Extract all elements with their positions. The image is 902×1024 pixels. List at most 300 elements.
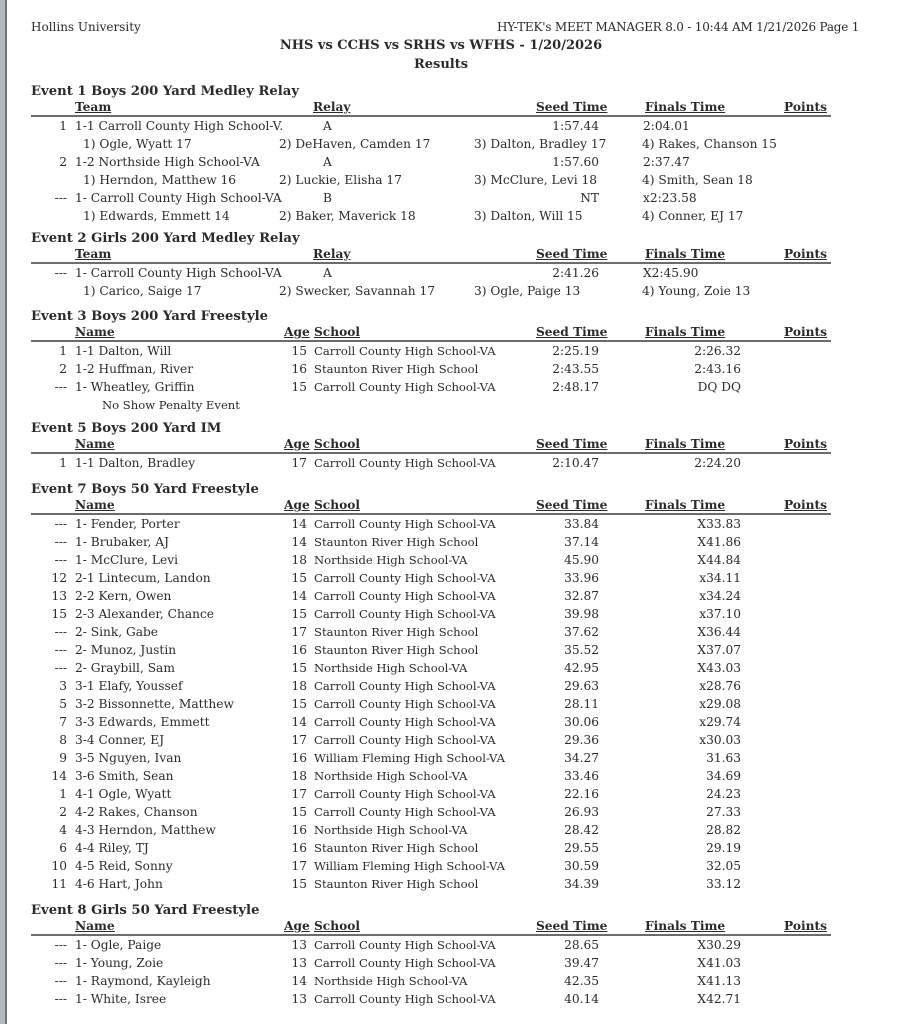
seed-time: 30.59: [564, 859, 599, 873]
swimmer-name: 4-4 Riley, TJ: [75, 841, 149, 855]
school-name: Carroll County High School-VA: [314, 938, 496, 952]
finals-time: X33.83: [697, 517, 741, 531]
finals-time: 2:24.20: [694, 456, 741, 470]
column-header-age: Age: [284, 325, 310, 339]
swimmer-age: 17: [291, 625, 307, 639]
swimmer-age: 14: [291, 715, 307, 729]
finals-time: X41.86: [697, 535, 741, 549]
place: ---: [54, 535, 67, 549]
school-name: Staunton River High School: [314, 625, 479, 639]
column-header-school: School: [314, 498, 360, 512]
column-header-row: [31, 100, 831, 117]
finals-time: X2:45.90: [643, 266, 699, 280]
place: ---: [54, 266, 67, 280]
seed-time: 32.87: [564, 589, 599, 603]
finals-time: DQ DQ: [697, 380, 741, 394]
finals-time: X42.71: [697, 992, 741, 1006]
relay-swimmer: 1) Edwards, Emmett 14: [83, 209, 230, 223]
column-header-points: Points: [784, 247, 827, 261]
swimmer-age: 17: [291, 787, 307, 801]
result-row: [31, 659, 881, 677]
result-row: [31, 731, 881, 749]
results-subtitle: Results: [413, 57, 469, 72]
relay-swimmer: 2) Luckie, Elisha 17: [279, 173, 402, 187]
swimmer-age: 15: [291, 571, 307, 585]
swimmer-age: 18: [291, 769, 307, 783]
relay-swimmer: 4) Young, Zoie 13: [642, 284, 751, 298]
result-row: [31, 378, 881, 396]
column-header-relay: Relay: [313, 247, 351, 261]
result-row: [31, 857, 881, 875]
event-section: [31, 420, 881, 472]
note-row: [31, 396, 881, 414]
school-name: Northside High School-VA: [314, 769, 468, 783]
column-header-row: [31, 437, 831, 454]
place: 10: [51, 859, 67, 873]
organization-name: Hollins University: [31, 20, 141, 34]
column-header-finals-time: Finals Time: [645, 247, 726, 261]
place: 1: [59, 119, 67, 133]
school-name: Carroll County High School-VA: [314, 679, 496, 693]
finals-time: x34.24: [699, 589, 741, 603]
seed-time: 37.62: [564, 625, 599, 639]
swimmer-name: 1- Ogle, Paige: [75, 938, 162, 952]
result-row: [31, 821, 881, 839]
seed-time: 22.16: [564, 787, 599, 801]
place: ---: [54, 625, 67, 639]
seed-time: 1:57.44: [552, 119, 599, 133]
swimmer-age: 15: [291, 697, 307, 711]
seed-time: 2:25.19: [552, 344, 599, 358]
result-row: [31, 803, 881, 821]
swimmer-age: 16: [291, 841, 307, 855]
column-header-finals-time: Finals Time: [645, 919, 726, 933]
column-header-finals-time: Finals Time: [645, 437, 726, 451]
swimmer-age: 16: [291, 643, 307, 657]
result-row: [31, 605, 881, 623]
place: 9: [59, 751, 67, 765]
event-section: [31, 902, 881, 1008]
school-name: Carroll County High School-VA: [314, 607, 496, 621]
school-name: Carroll County High School-VA: [314, 697, 496, 711]
column-header-finals-time: Finals Time: [645, 325, 726, 339]
relay-swimmers-row: [31, 171, 881, 189]
swimmer-age: 13: [291, 938, 307, 952]
event-title: Event 7 Boys 50 Yard Freestyle: [31, 482, 259, 497]
column-header-age: Age: [284, 437, 310, 451]
swimmer-name: 3-2 Bissonnette, Matthew: [75, 697, 234, 711]
seed-time: 40.14: [564, 992, 599, 1006]
school-name: Staunton River High School: [314, 643, 479, 657]
swimmer-name: 2- Munoz, Justin: [75, 643, 177, 657]
column-header-school: School: [314, 437, 360, 451]
place: 6: [59, 841, 67, 855]
place: 8: [59, 733, 67, 747]
event-title: Event 8 Girls 50 Yard Freestyle: [31, 903, 260, 918]
column-header-seed-time: Seed Time: [536, 437, 608, 451]
seed-time: 33.46: [564, 769, 599, 783]
finals-time: 2:43.16: [694, 362, 741, 376]
seed-time: 28.11: [564, 697, 599, 711]
seed-time: 45.90: [564, 553, 599, 567]
swimmer-name: 4-1 Ogle, Wyatt: [75, 787, 172, 801]
finals-time: x29.08: [699, 697, 741, 711]
relay-swimmer: 3) Dalton, Will 15: [474, 209, 583, 223]
place: 13: [51, 589, 67, 603]
finals-time: 31.63: [706, 751, 741, 765]
result-row: [31, 972, 881, 990]
place: 4: [59, 823, 67, 837]
team-name: 1- Carroll County High School-VA: [75, 191, 282, 205]
swimmer-age: 14: [291, 517, 307, 531]
relay-swimmer: 3) Dalton, Bradley 17: [474, 137, 607, 151]
relay-swimmer: 2) DeHaven, Camden 17: [279, 137, 431, 151]
place: ---: [54, 992, 67, 1006]
seed-time: NT: [580, 191, 599, 205]
seed-time: 2:41.26: [552, 266, 599, 280]
event-title: Event 3 Boys 200 Yard Freestyle: [31, 309, 269, 324]
result-row: [31, 623, 881, 641]
swimmer-name: 1- Raymond, Kayleigh: [75, 974, 211, 988]
result-row: [31, 360, 881, 378]
swimmer-name: 3-3 Edwards, Emmett: [75, 715, 210, 729]
swimmer-age: 16: [291, 823, 307, 837]
column-header-points: Points: [784, 919, 827, 933]
swimmer-name: 1- Young, Zoie: [75, 956, 164, 970]
swimmer-age: 14: [291, 535, 307, 549]
swimmer-age: 15: [291, 877, 307, 891]
swimmer-name: 3-1 Elafy, Youssef: [75, 679, 183, 693]
swimmer-age: 16: [291, 751, 307, 765]
place: ---: [54, 938, 67, 952]
swimmer-age: 15: [291, 607, 307, 621]
relay-swimmer: 1) Carico, Saige 17: [83, 284, 202, 298]
result-row: [31, 533, 881, 551]
swimmer-name: 2-2 Kern, Owen: [75, 589, 172, 603]
column-header-team: Team: [75, 100, 112, 114]
finals-time: 2:04.01: [643, 119, 690, 133]
column-header-school: School: [314, 325, 360, 339]
swimmer-name: 4-6 Hart, John: [75, 877, 163, 891]
swimmer-name: 1- Fender, Porter: [75, 517, 180, 531]
column-header-points: Points: [784, 498, 827, 512]
finals-time: x30.03: [699, 733, 741, 747]
seed-time: 33.84: [564, 517, 599, 531]
place: 7: [59, 715, 67, 729]
relay-row: [31, 117, 881, 135]
event-title: Event 1 Boys 200 Yard Medley Relay: [31, 84, 300, 99]
relay-swimmer: 3) Ogle, Paige 13: [474, 284, 581, 298]
column-header-points: Points: [784, 325, 827, 339]
swimmer-name: 1- Brubaker, AJ: [75, 535, 169, 549]
place: 12: [51, 571, 67, 585]
swimmer-name: 2-1 Lintecum, Landon: [75, 571, 211, 585]
place: 15: [51, 607, 67, 621]
seed-time: 29.55: [564, 841, 599, 855]
result-row: [31, 342, 881, 360]
software-header: HY-TEK's MEET MANAGER 8.0 - 10:44 AM 1/21/2026 Page 1: [497, 20, 860, 34]
team-name: 1- Carroll County High School-VA: [75, 266, 282, 280]
swimmer-name: 4-5 Reid, Sonny: [75, 859, 173, 873]
swimmer-name: 3-5 Nguyen, Ivan: [75, 751, 182, 765]
school-name: Carroll County High School-VA: [314, 956, 496, 970]
meet-title: NHS vs CCHS vs SRHS vs WFHS - 1/20/2026: [279, 38, 603, 53]
column-header-seed-time: Seed Time: [536, 498, 608, 512]
swimmer-age: 14: [291, 974, 307, 988]
swimmer-age: 13: [291, 992, 307, 1006]
place: ---: [54, 661, 67, 675]
place: 1: [59, 344, 67, 358]
swimmer-name: 1-1 Dalton, Bradley: [75, 456, 196, 470]
column-header-row: [31, 325, 831, 342]
finals-time: 29.19: [706, 841, 741, 855]
place: 14: [51, 769, 67, 783]
finals-time: 33.12: [706, 877, 741, 891]
school-name: Carroll County High School-VA: [314, 517, 496, 531]
seed-time: 42.95: [564, 661, 599, 675]
finals-time: X37.07: [697, 643, 741, 657]
swimmer-name: 2- Sink, Gabe: [75, 625, 158, 639]
seed-time: 29.36: [564, 733, 599, 747]
team-name: 1-2 Northside High School-VA: [75, 155, 260, 169]
seed-time: 1:57.60: [552, 155, 599, 169]
relay-letter: B: [323, 191, 332, 205]
place: 3: [59, 679, 67, 693]
result-row: [31, 990, 881, 1008]
event-section: [31, 481, 881, 893]
swimmer-age: 17: [291, 733, 307, 747]
relay-swimmers-row: [31, 207, 881, 225]
place: 1: [59, 787, 67, 801]
relay-row: [31, 264, 881, 282]
result-row: [31, 954, 881, 972]
seed-time: 37.14: [564, 535, 599, 549]
result-row: [31, 641, 881, 659]
finals-time: 2:37.47: [643, 155, 690, 169]
swimmer-name: 1-1 Dalton, Will: [75, 344, 172, 358]
finals-time: 34.69: [706, 769, 741, 783]
event-section: [31, 308, 881, 414]
swimmer-age: 18: [291, 553, 307, 567]
school-name: Carroll County High School-VA: [314, 589, 496, 603]
seed-time: 39.47: [564, 956, 599, 970]
swimmer-name: 1- White, Isree: [75, 992, 167, 1006]
seed-time: 39.98: [564, 607, 599, 621]
event-section: [31, 83, 881, 225]
swimmer-name: 1-2 Huffman, River: [75, 362, 194, 376]
seed-time: 26.93: [564, 805, 599, 819]
school-name: Carroll County High School-VA: [314, 715, 496, 729]
swimmer-name: 2- Graybill, Sam: [75, 661, 175, 675]
result-row: [31, 785, 881, 803]
column-header-name: Name: [75, 498, 115, 512]
seed-time: 35.52: [564, 643, 599, 657]
swimmer-age: 15: [291, 344, 307, 358]
swimmer-age: 17: [291, 456, 307, 470]
relay-swimmers-row: [31, 282, 881, 300]
swimmer-age: 15: [291, 661, 307, 675]
place: ---: [54, 191, 67, 205]
swimmer-name: 4-2 Rakes, Chanson: [75, 805, 198, 819]
result-row: [31, 454, 881, 472]
finals-time: X44.84: [697, 553, 741, 567]
result-row: [31, 767, 881, 785]
column-header-relay: Relay: [313, 100, 351, 114]
column-header-row: [31, 919, 831, 936]
result-row: [31, 839, 881, 857]
relay-letter: A: [323, 266, 332, 280]
finals-time: x34.11: [699, 571, 741, 585]
place: ---: [54, 974, 67, 988]
column-header-seed-time: Seed Time: [536, 100, 608, 114]
relay-swimmer: 4) Conner, EJ 17: [642, 209, 744, 223]
relay-swimmer: 4) Rakes, Chanson 15: [642, 137, 777, 151]
finals-time: 32.05: [706, 859, 741, 873]
relay-swimmer: 4) Smith, Sean 18: [642, 173, 753, 187]
column-header-row: [31, 498, 831, 515]
relay-letter: A: [323, 119, 332, 133]
event-title: Event 5 Boys 200 Yard IM: [31, 421, 222, 436]
finals-time: X41.03: [697, 956, 741, 970]
relay-swimmer: 2) Baker, Maverick 18: [279, 209, 416, 223]
column-header-seed-time: Seed Time: [536, 919, 608, 933]
school-name: Staunton River High School: [314, 841, 479, 855]
place: 2: [59, 155, 67, 169]
column-header-row: [31, 247, 831, 264]
result-row: [31, 936, 881, 954]
column-header-seed-time: Seed Time: [536, 247, 608, 261]
finals-time: 2:26.32: [694, 344, 741, 358]
seed-time: 28.42: [564, 823, 599, 837]
place: ---: [54, 956, 67, 970]
relay-swimmer: 3) McClure, Levi 18: [474, 173, 598, 187]
relay-swimmer: 2) Swecker, Savannah 17: [279, 284, 435, 298]
column-header-points: Points: [784, 437, 827, 451]
finals-time: X30.29: [697, 938, 741, 952]
result-row: [31, 569, 881, 587]
column-header-age: Age: [284, 498, 310, 512]
finals-time: 28.82: [706, 823, 741, 837]
finals-time: x37.10: [699, 607, 741, 621]
school-name: Staunton River High School: [314, 877, 479, 891]
finals-time: X36.44: [697, 625, 741, 639]
event-section: [31, 230, 881, 300]
swimmer-age: 13: [291, 956, 307, 970]
seed-time: 34.27: [564, 751, 599, 765]
swimmer-age: 15: [291, 380, 307, 394]
seed-time: 34.39: [564, 877, 599, 891]
result-row: [31, 713, 881, 731]
column-header-finals-time: Finals Time: [645, 498, 726, 512]
seed-time: 30.06: [564, 715, 599, 729]
column-header-name: Name: [75, 919, 115, 933]
team-name: 1-1 Carroll County High School-V.: [75, 119, 284, 133]
column-header-school: School: [314, 919, 360, 933]
finals-time: X43.03: [697, 661, 741, 675]
place: ---: [54, 643, 67, 657]
seed-time: 2:43.55: [552, 362, 599, 376]
school-name: Carroll County High School-VA: [314, 992, 496, 1006]
school-name: William Fleming High School-VA: [314, 859, 506, 873]
result-row: [31, 677, 881, 695]
relay-row: [31, 189, 881, 207]
relay-letter: A: [323, 155, 332, 169]
swimmer-name: 3-4 Conner, EJ: [75, 733, 165, 747]
swimmer-age: 17: [291, 859, 307, 873]
relay-swimmer: 1) Ogle, Wyatt 17: [83, 137, 192, 151]
result-row: [31, 551, 881, 569]
finals-time: x2:23.58: [643, 191, 697, 205]
seed-time: 2:48.17: [552, 380, 599, 394]
school-name: Carroll County High School-VA: [314, 380, 496, 394]
column-header-team: Team: [75, 247, 112, 261]
swimmer-name: 1- McClure, Levi: [75, 553, 178, 567]
result-row: [31, 515, 881, 533]
school-name: William Fleming High School-VA: [314, 751, 506, 765]
finals-time: 24.23: [706, 787, 741, 801]
event-title: Event 2 Girls 200 Yard Medley Relay: [31, 231, 300, 246]
school-name: Carroll County High School-VA: [314, 787, 496, 801]
finals-time: 27.33: [706, 805, 741, 819]
school-name: Staunton River High School: [314, 535, 479, 549]
swimmer-age: 15: [291, 805, 307, 819]
seed-time: 33.96: [564, 571, 599, 585]
swimmer-age: 18: [291, 679, 307, 693]
swimmer-name: 2-3 Alexander, Chance: [75, 607, 214, 621]
school-name: Carroll County High School-VA: [314, 571, 496, 585]
result-row: [31, 587, 881, 605]
school-name: Northside High School-VA: [314, 974, 468, 988]
column-header-points: Points: [784, 100, 827, 114]
school-name: Northside High School-VA: [314, 823, 468, 837]
relay-row: [31, 153, 881, 171]
swimmer-age: 14: [291, 589, 307, 603]
seed-time: 2:10.47: [552, 456, 599, 470]
school-name: Northside High School-VA: [314, 553, 468, 567]
place: ---: [54, 517, 67, 531]
relay-swimmer: 1) Herndon, Matthew 16: [83, 173, 237, 187]
result-note: No Show Penalty Event: [102, 398, 240, 412]
school-name: Carroll County High School-VA: [314, 733, 496, 747]
result-row: [31, 875, 881, 893]
column-header-seed-time: Seed Time: [536, 325, 608, 339]
school-name: Carroll County High School-VA: [314, 805, 496, 819]
finals-time: x29.74: [699, 715, 741, 729]
swimmer-age: 16: [291, 362, 307, 376]
finals-time: X41.13: [697, 974, 741, 988]
place: ---: [54, 553, 67, 567]
result-row: [31, 695, 881, 713]
place: 2: [59, 805, 67, 819]
seed-time: 28.65: [564, 938, 599, 952]
place: ---: [54, 380, 67, 394]
school-name: Carroll County High School-VA: [314, 344, 496, 358]
column-header-finals-time: Finals Time: [645, 100, 726, 114]
seed-time: 42.35: [564, 974, 599, 988]
finals-time: x28.76: [699, 679, 741, 693]
place: 5: [59, 697, 67, 711]
school-name: Carroll County High School-VA: [314, 456, 496, 470]
column-header-name: Name: [75, 325, 115, 339]
swimmer-name: 3-6 Smith, Sean: [75, 769, 174, 783]
place: 2: [59, 362, 67, 376]
result-row: [31, 749, 881, 767]
seed-time: 29.63: [564, 679, 599, 693]
place: 1: [59, 456, 67, 470]
school-name: Staunton River High School: [314, 362, 479, 376]
place: 11: [51, 877, 67, 891]
relay-swimmers-row: [31, 135, 881, 153]
